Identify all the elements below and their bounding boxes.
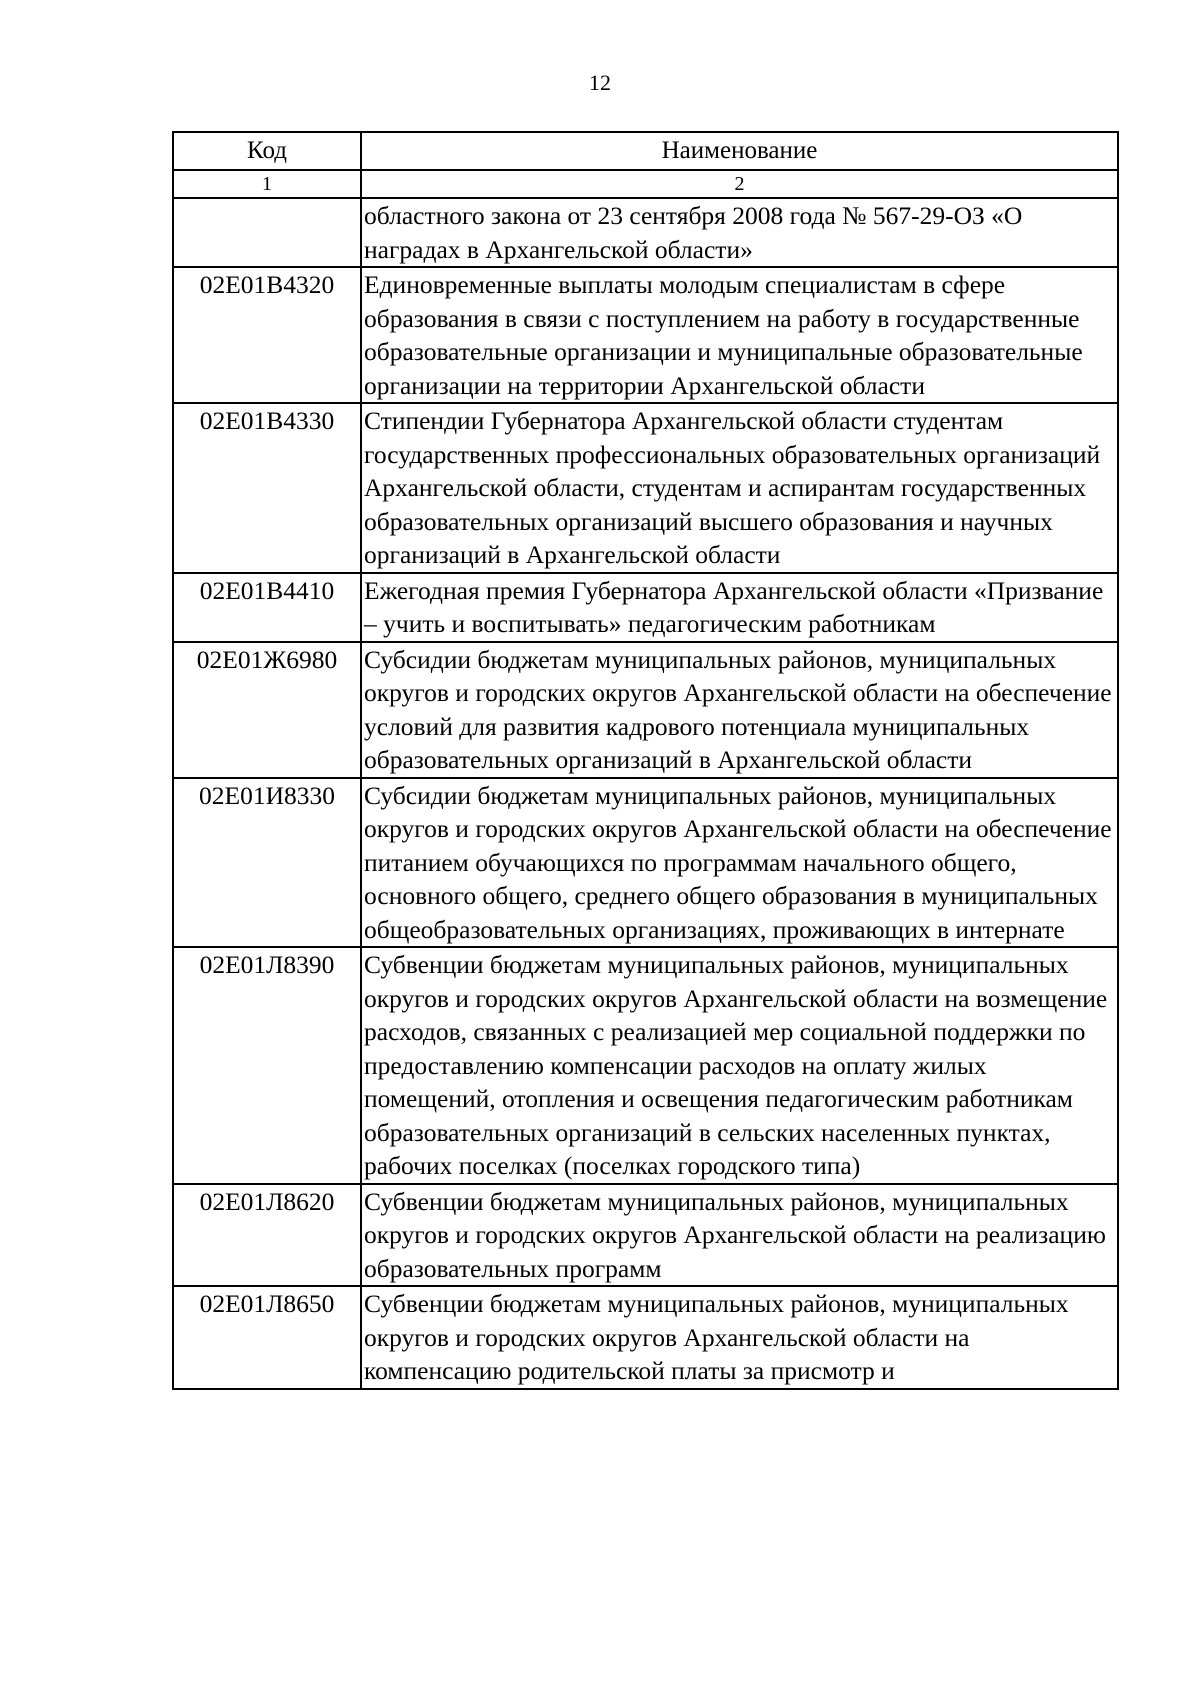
column-number-row (173, 170, 1118, 198)
budget-classification-table (172, 131, 1119, 1390)
table-row (173, 947, 1118, 1184)
row-name: Единовременные выплаты молодым специалистам в сфере образования в связи с поступлением на работу в государственные образовательные организации и муниципальные образовательные организации на территории Архангельской области (361, 267, 1118, 403)
row-name: Субсидии бюджетам муниципальных районов, муниципальных округов и городских округов Архангельской области на обеспечение питанием обучающихся по программам начального общего, основного общего, среднего общего образования в муниципальных общеобразовательных организациях, проживающих в интернате (361, 778, 1118, 948)
table-row (173, 642, 1118, 778)
row-code: 02Е01Ж6980 (173, 642, 361, 778)
row-name: Стипендии Губернатора Архангельской области студентам государственных профессиональных образовательных организаций Архангельской области, студентам и аспирантам государственных образовательных организаций высшего образования и научных организаций в Архангельской области (361, 403, 1118, 573)
row-code: 02Е01Л8390 (173, 947, 361, 1184)
table-row (173, 573, 1118, 642)
row-code: 02Е01И8330 (173, 778, 361, 948)
table-row (173, 1286, 1118, 1389)
row-name: Субвенции бюджетам муниципальных районов, муниципальных округов и городских округов Архангельской области на компенсацию родительской платы за присмотр и (361, 1286, 1118, 1389)
row-code: 02Е01Л8650 (173, 1286, 361, 1389)
row-code: 02Е01Л8620 (173, 1184, 361, 1287)
table-row (173, 778, 1118, 948)
header-code: Код (173, 132, 361, 170)
table-row (173, 198, 1118, 267)
row-code: 02Е01В4410 (173, 573, 361, 642)
table-header-row (173, 132, 1118, 170)
page-number: 12 (589, 70, 611, 95)
row-code: 02Е01В4320 (173, 267, 361, 403)
table-row (173, 403, 1118, 573)
table-row (173, 1184, 1118, 1287)
row-name: Ежегодная премия Губернатора Архангельской области «Призвание – учить и воспитывать» педагогическим работникам (361, 573, 1118, 642)
row-name: Субвенции бюджетам муниципальных районов, муниципальных округов и городских округов Архангельской области на возмещение расходов, связанных с реализацией мер социальной поддержки по предоставлению компенсации расходов на оплату жилых помещений, отопления и освещения педагогическим работникам образовательных организаций в сельских населенных пунктах, рабочих поселках (поселках городского типа) (361, 947, 1118, 1184)
row-name: Субсидии бюджетам муниципальных районов, муниципальных округов и городских округов Архангельской области на обеспечение условий для развития кадрового потенциала муниципальных образовательных организаций в Архангельской области (361, 642, 1118, 778)
row-name: Субвенции бюджетам муниципальных районов, муниципальных округов и городских округов Архангельской области на реализацию образовательных программ (361, 1184, 1118, 1287)
table-row (173, 267, 1118, 403)
row-code: 02Е01В4330 (173, 403, 361, 573)
header-name: Наименование (361, 132, 1118, 170)
column-number-name: 2 (361, 170, 1118, 198)
row-code (173, 198, 361, 267)
column-number-code: 1 (173, 170, 361, 198)
row-name: областного закона от 23 сентября 2008 года № 567-29-ОЗ «О наградах в Архангельской области» (361, 198, 1118, 267)
